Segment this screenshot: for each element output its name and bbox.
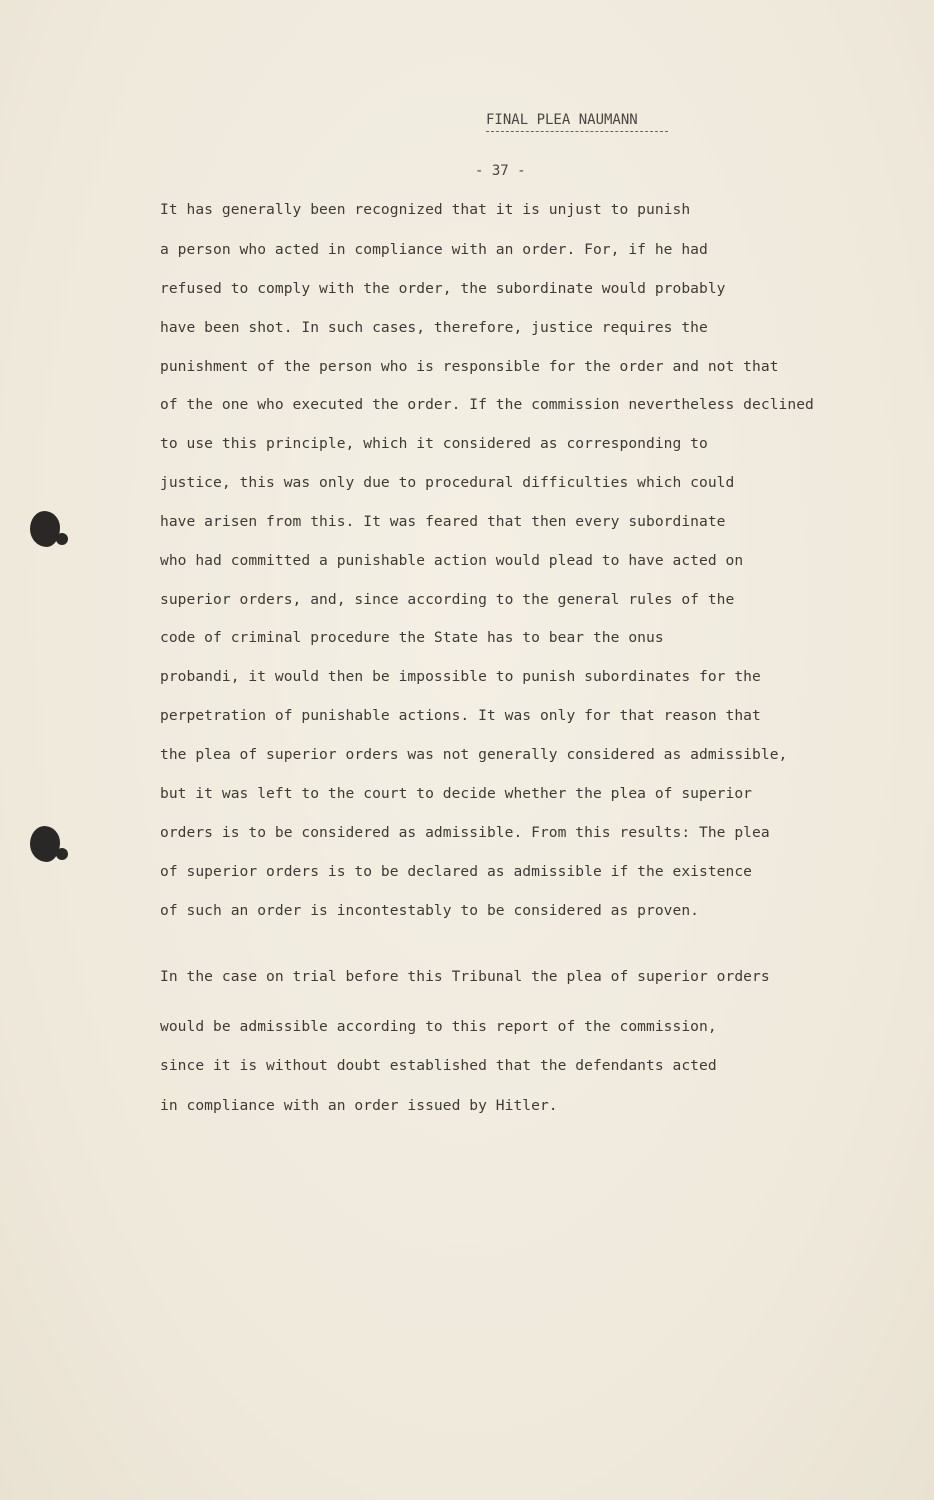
body-line: perpetration of punishable actions. It was only for that reason that: [160, 707, 761, 724]
body-line: who had committed a punishable action would plead to have acted on: [160, 552, 744, 569]
body-line: to use this principle, which it considered as corresponding to: [160, 435, 708, 452]
body-line: have been shot. In such cases, therefore, justice requires the: [160, 319, 708, 336]
body-line: the plea of superior orders was not generally considered as admissible,: [160, 746, 788, 763]
body-line: orders is to be considered as admissible. From this results: The plea: [160, 824, 770, 841]
document-title: FINAL PLEA NAUMANN: [486, 112, 638, 128]
body-line: but it was left to the court to decide whether the plea of superior: [160, 785, 753, 802]
body-line: a person who acted in compliance with an order. For, if he had: [160, 241, 708, 258]
body-line: In the case on trial before this Tribunal the plea of superior orders: [160, 968, 770, 985]
body-line: It has generally been recognized that it is unjust to punish: [160, 201, 691, 218]
body-line: would be admissible according to this report of the commission,: [160, 1018, 717, 1035]
body-line: have arisen from this. It was feared that then every subordinate: [160, 513, 726, 530]
title-underline: [486, 131, 668, 132]
punch-hole-lower: [30, 826, 60, 862]
body-line: probandi, it would then be impossible to punish subordinates for the: [160, 668, 761, 685]
body-line: punishment of the person who is responsible for the order and not that: [160, 358, 779, 375]
body-line: code of criminal procedure the State has to bear the onus: [160, 629, 664, 646]
body-line: in compliance with an order issued by Hitler.: [160, 1097, 558, 1114]
page-number: - 37 -: [475, 163, 526, 179]
body-line: of superior orders is to be declared as admissible if the existence: [160, 863, 753, 880]
body-line: of the one who executed the order. If the commission nevertheless declined: [160, 396, 814, 413]
body-line: since it is without doubt established that the defendants acted: [160, 1057, 717, 1074]
body-line: justice, this was only due to procedural difficulties which could: [160, 474, 735, 491]
body-line: of such an order is incontestably to be considered as proven.: [160, 902, 700, 919]
punch-hole-upper: [30, 511, 60, 547]
body-line: superior orders, and, since according to the general rules of the: [160, 591, 735, 608]
body-line: refused to comply with the order, the subordinate would probably: [160, 280, 726, 297]
